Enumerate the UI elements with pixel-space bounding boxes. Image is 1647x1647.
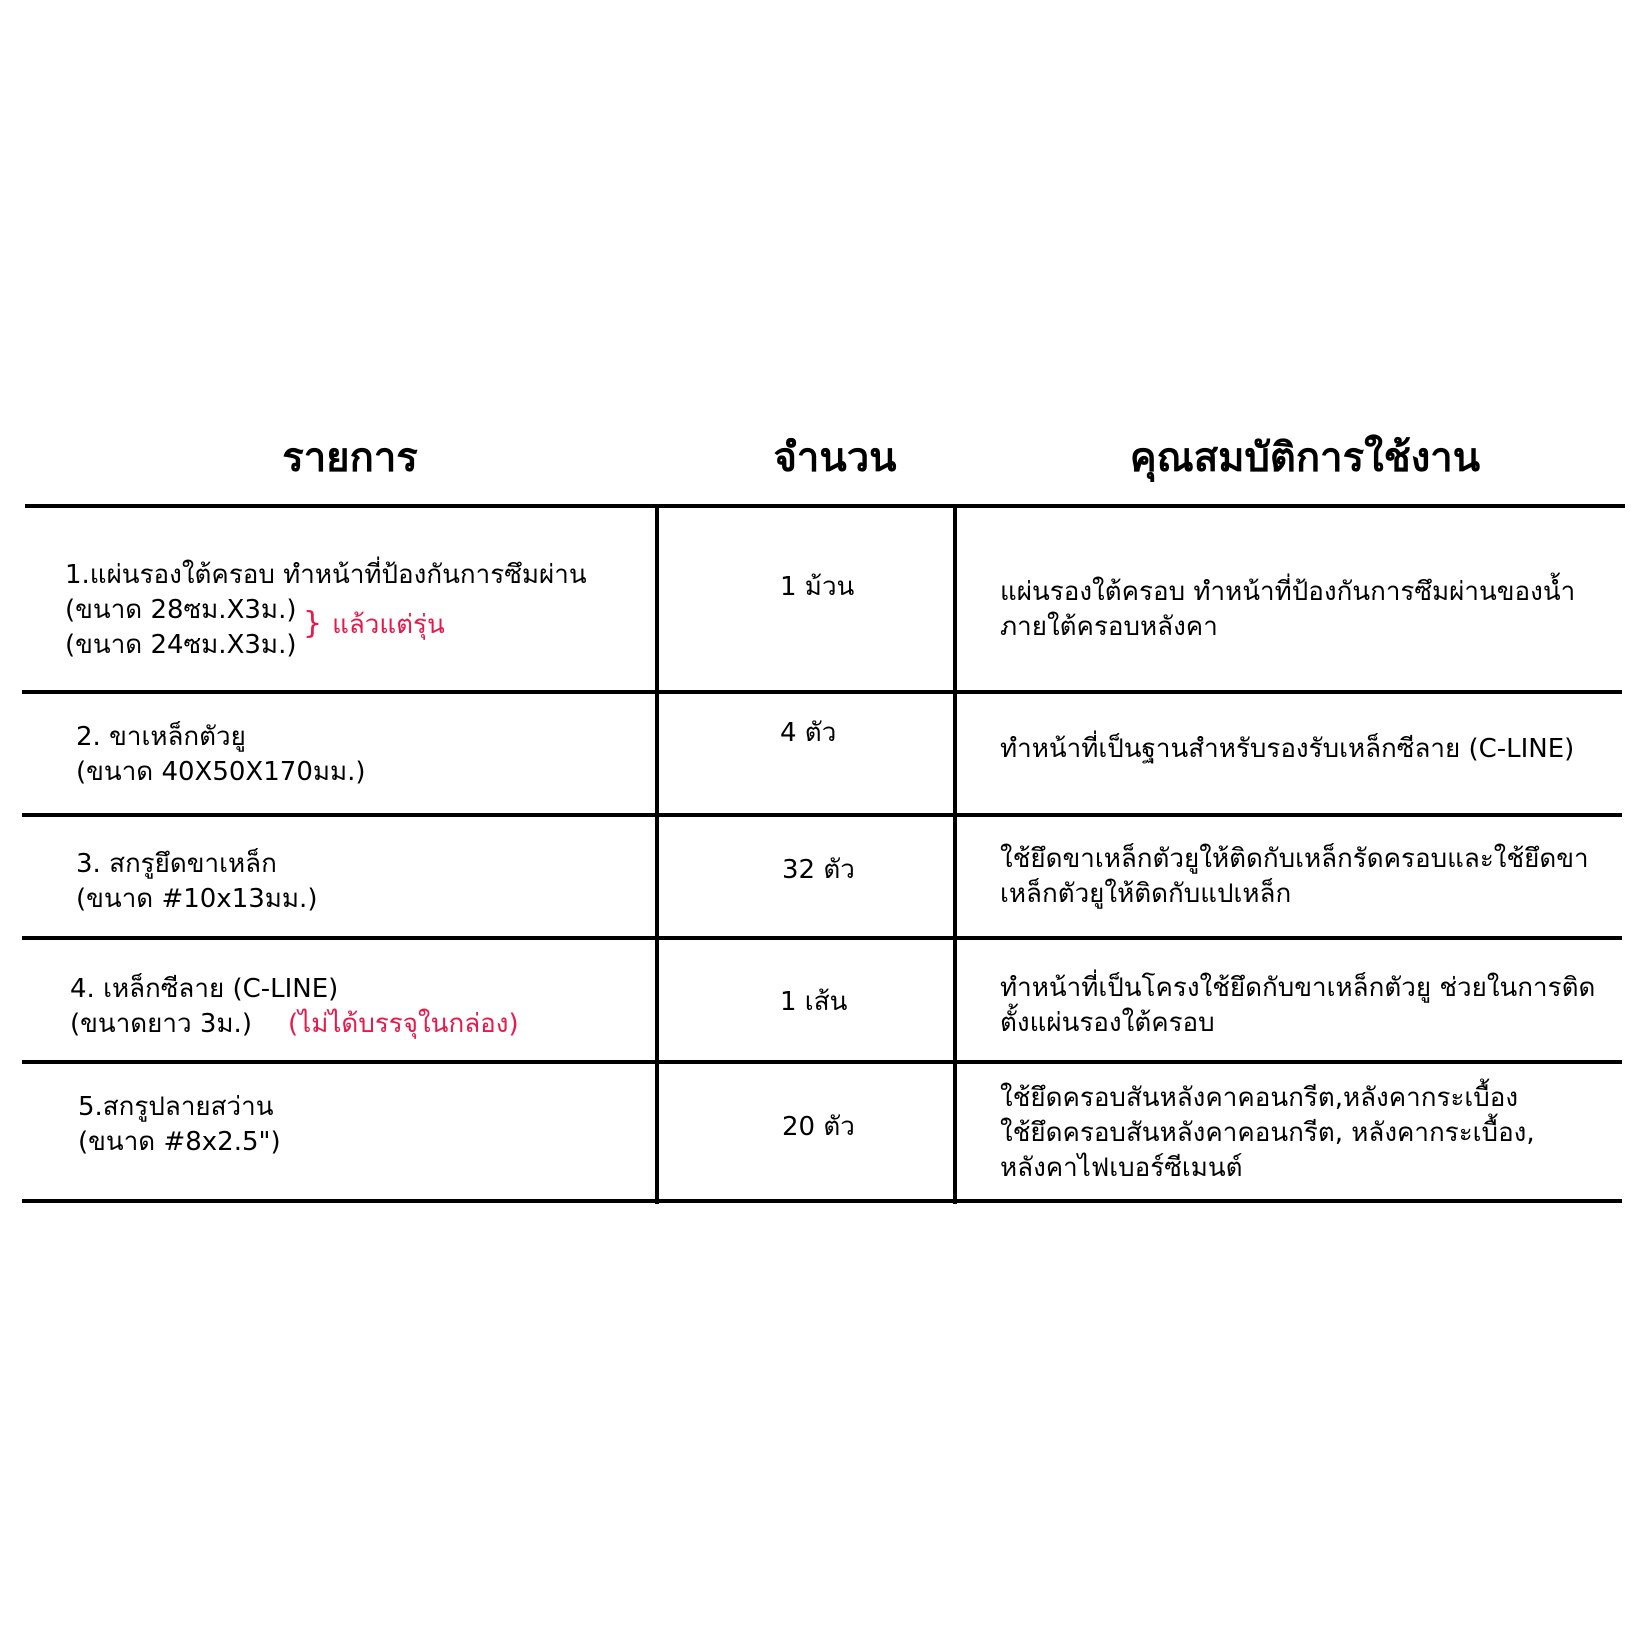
row-2-item-line-2: (ขนาด 40X50X170มม.) (76, 757, 366, 787)
rule-header (25, 504, 1625, 508)
row-4-properties (1000, 971, 1595, 1041)
row-3-prop-line-2: เหล็กตัวยูให้ติดกับแปเหล็ก (1000, 879, 1292, 909)
row-5-prop-line-3: หลังคาไฟเบอร์ซีเมนต์ (1000, 1153, 1243, 1183)
rule-bottom (22, 1199, 1622, 1203)
row-4-item-line-1: 4. เหล็กซีลาย (C-LINE) (70, 974, 339, 1004)
row-1-note (303, 606, 445, 643)
row-5-qty: 20 ตัว (782, 1112, 855, 1142)
row-4-prop-line-1: ทำหน้าที่เป็นโครงใช้ยึดกับขาเหล็กตัวยู ช่วยในการติด (1000, 973, 1596, 1003)
row-3-item-line-1: 3. สกรูยึดขาเหล็ก (76, 849, 277, 879)
rule-row-1 (22, 690, 1622, 694)
row-3-item (76, 847, 317, 917)
row-2-item-line-1: 2. ขาเหล็กตัวยู (76, 722, 246, 752)
col-divider-2 (953, 504, 957, 1204)
row-1-item-line-3: (ขนาด 24ซม.X3ม.) (65, 630, 297, 660)
row-1-prop-line-2: ภายใต้ครอบหลังคา (1000, 612, 1218, 642)
row-5-item (78, 1090, 281, 1160)
rule-row-3 (22, 936, 1622, 940)
row-1-qty: 1 ม้วน (780, 572, 855, 602)
header-quantity: จำนวน (773, 435, 897, 481)
row-5-item-line-1: 5.สกรูปลายสว่าน (78, 1092, 274, 1122)
row-1-brace: } (303, 606, 323, 641)
row-2-qty: 4 ตัว (780, 718, 837, 748)
row-4-qty: 1 เส้น (780, 987, 848, 1017)
row-1-properties (1000, 575, 1575, 645)
header-item: รายการ (282, 435, 418, 481)
row-3-properties (1000, 842, 1589, 912)
row-3-prop-line-1: ใช้ยึดขาเหล็กตัวยูให้ติดกับเหล็กรัดครอบและใช้ยึดขา (1000, 844, 1589, 874)
header-properties: คุณสมบัติการใช้งาน (1129, 435, 1481, 481)
row-1-item-line-1: 1.แผ่นรองใต้ครอบ ทำหน้าที่ป้องกันการซึมผ่าน (65, 560, 587, 590)
rule-row-2 (22, 813, 1622, 817)
row-2-prop-line-1: ทำหน้าที่เป็นฐานสำหรับรองรับเหล็กซีลาย (C-LINE) (1000, 734, 1575, 764)
row-3-item-line-2: (ขนาด #10x13มม.) (76, 884, 318, 914)
col-divider-1 (655, 504, 659, 1204)
row-4-prop-line-2: ตั้งแผ่นรองใต้ครอบ (1000, 1008, 1215, 1038)
row-1-prop-line-1: แผ่นรองใต้ครอบ ทำหน้าที่ป้องกันการซึมผ่านของน้ำ (1000, 577, 1576, 607)
row-5-properties (1000, 1081, 1535, 1186)
row-2-properties (1000, 732, 1574, 767)
row-1-note-text: แล้วแต่รุ่น (332, 610, 445, 640)
row-5-prop-line-1: ใช้ยึดครอบสันหลังคาคอนกรีต,หลังคากระเบื้อง (1000, 1083, 1519, 1113)
row-3-qty: 32 ตัว (782, 855, 855, 885)
row-5-prop-line-2: ใช้ยึดครอบสันหลังคาคอนกรีต, หลังคากระเบื้อง, (1000, 1118, 1535, 1148)
rule-row-4 (22, 1060, 1622, 1064)
row-2-item (76, 720, 366, 790)
row-4-note: (ไม่ได้บรรจุในกล่อง) (288, 1009, 519, 1039)
row-5-item-line-2: (ขนาด #8x2.5") (78, 1127, 281, 1157)
row-4-item-line-2: (ขนาดยาว 3ม.) (70, 1009, 252, 1039)
row-1-item-line-2: (ขนาด 28ซม.X3ม.) (65, 595, 297, 625)
